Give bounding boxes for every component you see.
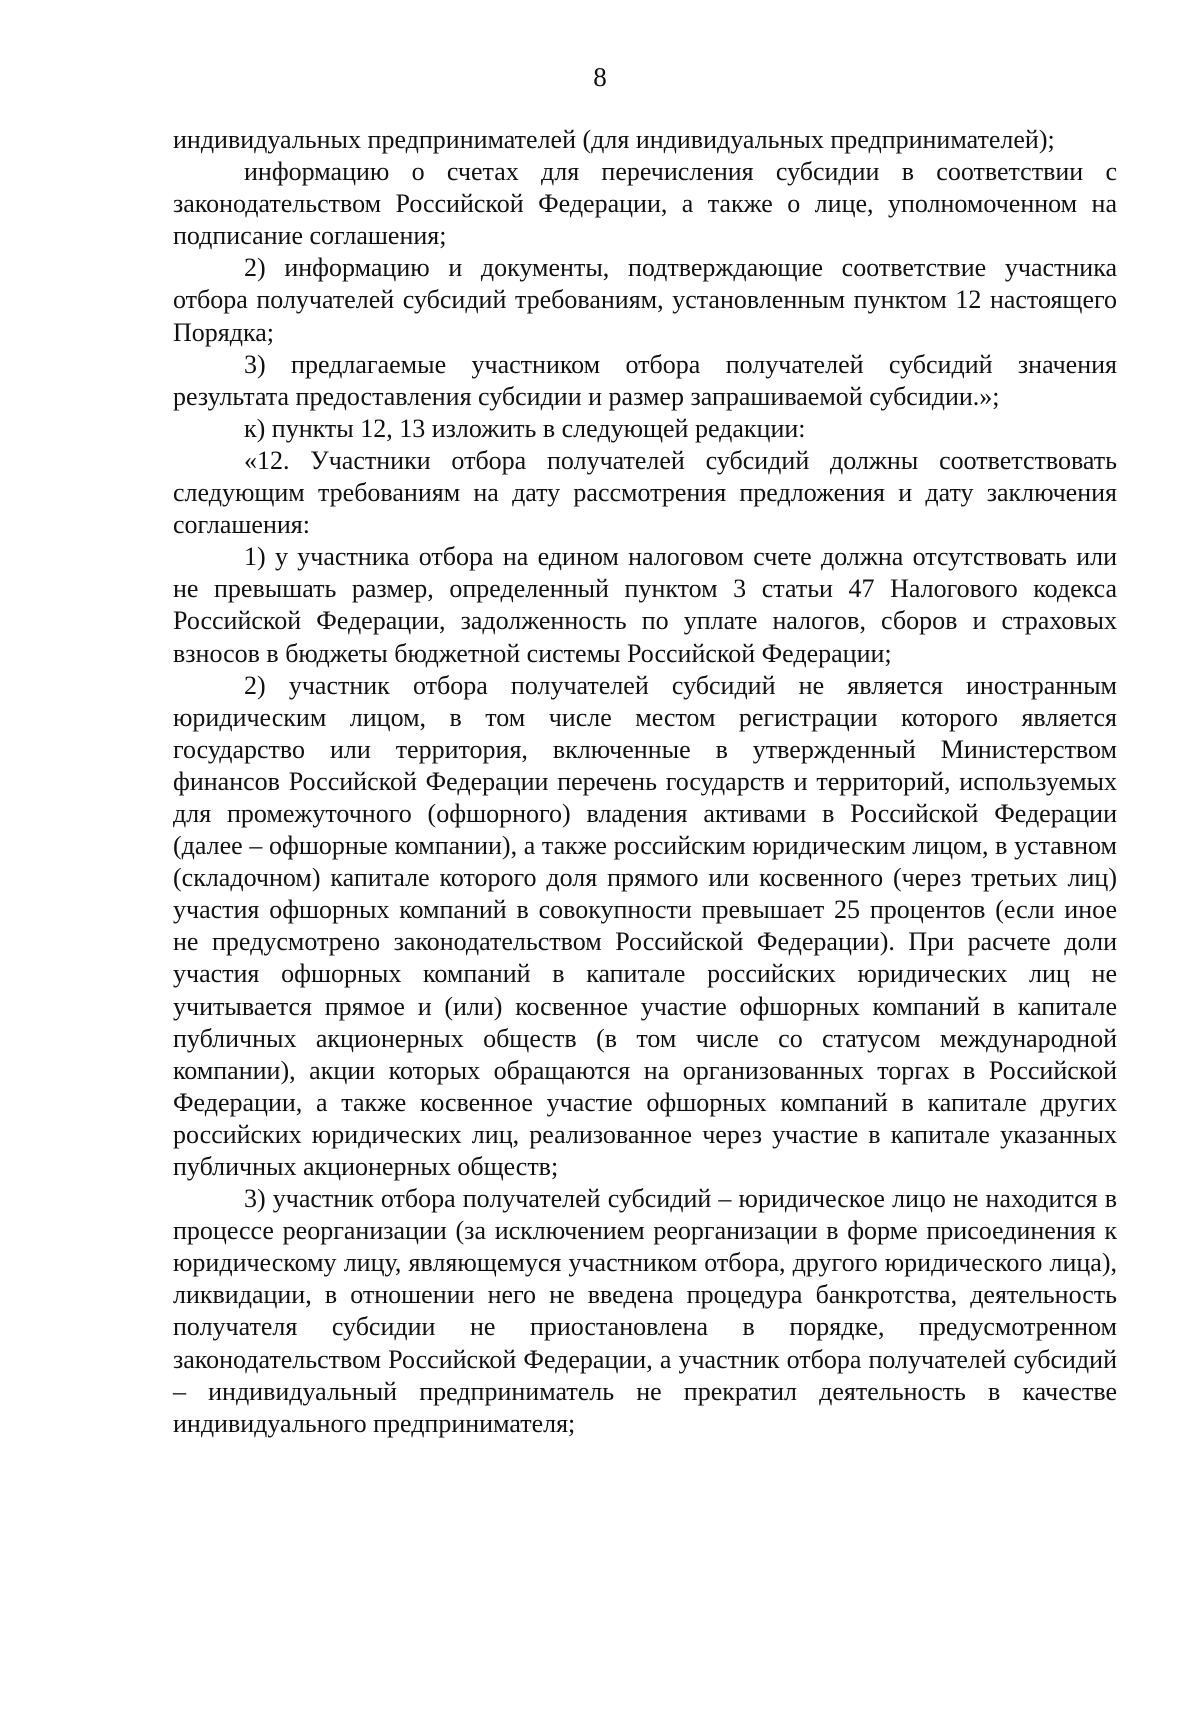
paragraph-2: 2) информацию и документы, подтверждающие соответствие участника отбора получателей субсидий требованиям, установленным пунктом 12 настоящего Порядка; — [173, 253, 1117, 347]
document-body — [173, 124, 1117, 1440]
page-number: 8 — [593, 62, 607, 92]
paragraph-8: 3) участник отбора получателей субсидий – юридическое лицо не находится в процессе реорганизации (за исключением реорганизации в форме присоединения к юридическому лицу, являющемуся участником отбора, другого юридического лица), ликвидации, в отношении него не введена процедура банкротства, деятельность получателя субсидии не приостановлена в порядке, предусмотренном законодательством Российской Федерации, а участник отбора получателей субсидий – индивидуальный предприниматель не прекратил деятельность в качестве индивидуального предпринимателя; — [173, 1184, 1117, 1438]
paragraph-1: информацию о счетах для перечисления субсидии в соответствии с законодательством Российской Федерации, а также о лице, уполномоченном на подписание соглашения; — [173, 157, 1117, 251]
paragraph-3: 3) предлагаемые участником отбора получателей субсидий значения результата предоставления субсидии и размер запрашиваемой субсидии.»; — [173, 349, 1117, 411]
paragraph-0: индивидуальных предпринимателей (для индивидуальных предпринимателей); — [173, 125, 1055, 154]
paragraph-6: 1) у участника отбора на едином налоговом счете должна отсутствовать или не превышать размер, определенный пунктом 3 статьи 47 Налогового кодекса Российской Федерации, задолженность по уплате налогов, сборов и страховых взносов в бюджеты бюджетной системы Российской Федерации; — [173, 542, 1117, 668]
paragraph-5: «12. Участники отбора получателей субсидий должны соответствовать следующим требованиям на дату рассмотрения предложения и дату заключения соглашения: — [173, 445, 1117, 540]
paragraph-7: 2) участник отбора получателей субсидий не является иностранным юридическим лицом, в том числе местом регистрации которого является государство или территория, включенные в утвержденный Министерством финансов Российской Федерации перечень государств и территорий, используемых для промежуточного (офшорного) владения активами в Российской Федерации (далее – офшорные компании), а также российским юридическим лицом, в уставном (складочном) капитале которого доля прямого или косвенного (через третьих лиц) участия офшорных компаний в совокупности превышает 25 процентов (если иное не предусмотрено законодательством Российской Федерации). При расчете доли участия офшорных компаний в капитале российских юридических лиц не учитывается прямое и (или) косвенное участие офшорных компаний в капитале публичных акционерных обществ (в том числе со статусом международной компании), акции которых обращаются на организованных торгах в Российской Федерации, а также косвенное участие офшорных компаний в капитале других российских юридических лиц, реализованное через участие в капитале указанных публичных акционерных обществ; — [173, 670, 1117, 1181]
paragraph-4: к) пункты 12, 13 изложить в следующей редакции: — [244, 413, 806, 443]
